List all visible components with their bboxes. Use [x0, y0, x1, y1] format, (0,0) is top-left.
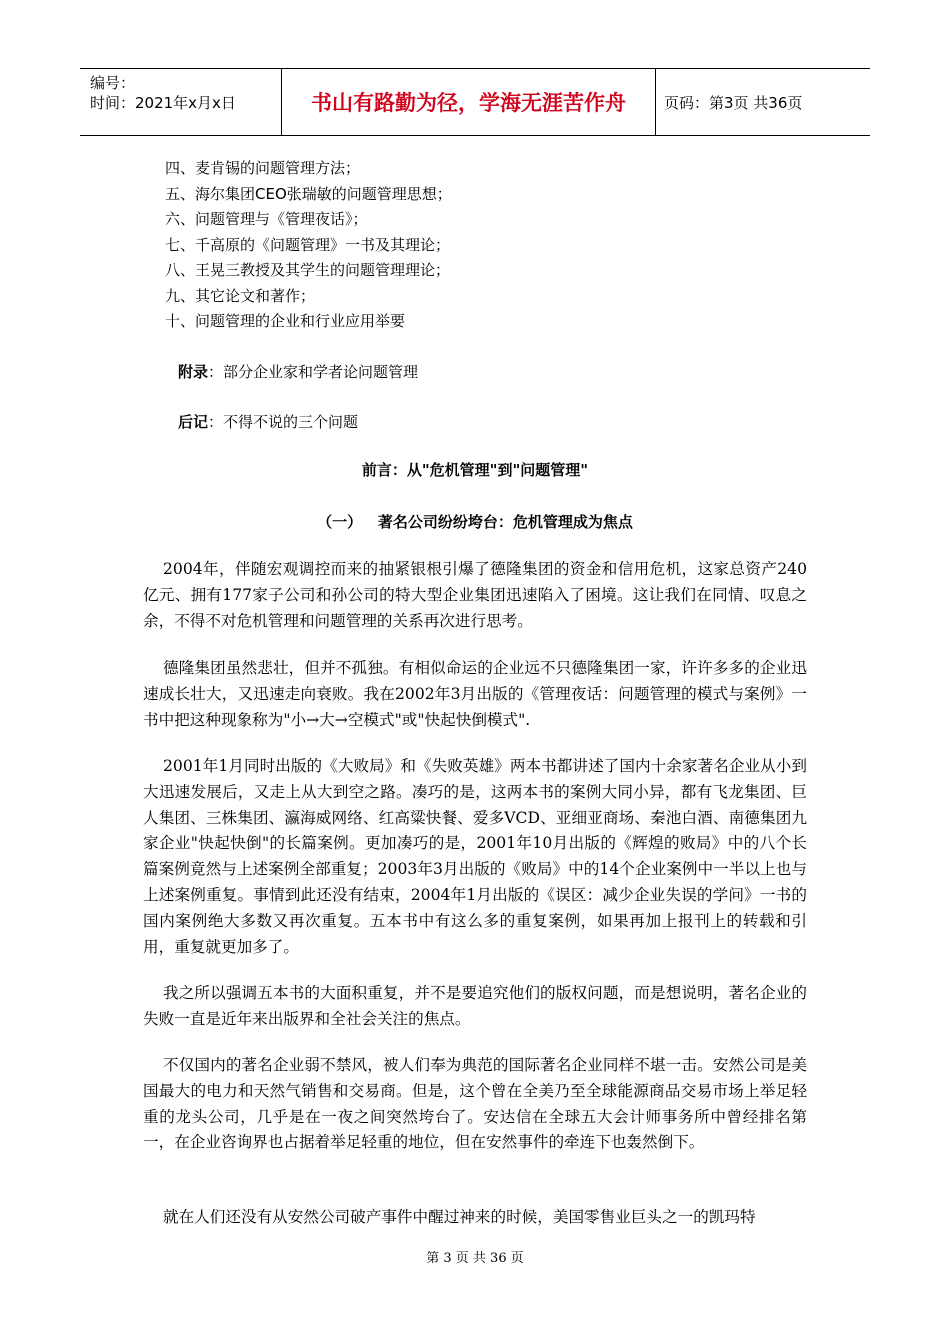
paragraph: 我之所以强调五本书的大面积重复，并不是要追究他们的版权问题，而是想说明，著名企业的失败一直是近年来出版界和全社会关注的焦点。 — [143, 984, 807, 1028]
paragraph: 就在人们还没有从安然公司破产事件中醒过神来的时候，美国零售业巨头之一的凯玛特 — [163, 1208, 756, 1226]
postscript-text: ：不得不说的三个问题 — [208, 413, 359, 431]
paragraph: 2001年1月同时出版的《大败局》和《失败英雄》两本书都讲述了国内十余家著名企业从小到大迅速发展后，又走上从大到空之路。凑巧的是，这两本书的案例大同小异，都有飞龙集团、巨人集团、三株集团、瀛海威网络、红高粱快餐、爱多VCD、亚细亚商场、秦池白酒、南德集团九家企业"快起快倒"的长篇案例。更加凑巧的是，2001年10月出版的《辉煌的败局》中的八个长篇案例竟然与上述案例全部重复；2003年3月出版的《败局》中的14个企业案例中一半以上也与上述案例重复。事情到此还没有结束，2004年1月出版的《误区：减少企业失误的学问》一书的国内案例绝大多数又再次重复。五本书中有这么多的重复案例，如果再加上报刊上的转载和引用，重复就更加多了。 — [143, 757, 807, 956]
toc-item: 八、王晃三教授及其学生的问题管理理论； — [165, 261, 451, 279]
time-label: 时间：2021年x月x日 — [90, 94, 236, 112]
toc-list — [165, 156, 452, 335]
page-header — [80, 68, 870, 136]
paragraph: 2004年，伴随宏观调控而来的抽紧银根引爆了德隆集团的资金和信用危机，这家总资产240亿元、拥有177家子公司和孙公司的特大型企业集团迅速陷入了困境。这让我们在同情、叹息之余，不得不对危机管理和问题管理的关系再次进行思考。 — [143, 560, 807, 630]
toc-item: 十、问题管理的企业和行业应用举要 — [165, 312, 406, 330]
page-footer: 第 3 页 共 36 页 — [426, 1251, 524, 1266]
header-motto: 书山有路勤为径，学海无涯苦作舟 — [282, 69, 656, 135]
header-meta — [80, 69, 282, 135]
toc-item: 六、问题管理与《管理夜话》； — [165, 210, 368, 228]
postscript-line — [178, 411, 358, 432]
toc-item: 七、千高原的《问题管理》一书及其理论； — [165, 235, 451, 254]
paragraph: 德隆集团虽然悲壮，但并不孤独。有相似命运的企业远不只德隆集团一家，许许多多的企业迅速成长壮大，又迅速走向衰败。我在2002年3月出版的《管理夜话：问题管理的模式与案例》一书中把这种现象称为"小→大→空模式"或"快起快倒模式". — [143, 659, 807, 729]
toc-item: 四、麦肯锡的问题管理方法； — [165, 159, 361, 177]
appendix-text: ：部分企业家和学者论问题管理 — [208, 363, 419, 381]
appendix-line — [178, 361, 418, 382]
paragraph: 不仅国内的著名企业弱不禁风，被人们奉为典范的国际著名企业同样不堪一击。安然公司是美国最大的电力和天然气销售和交易商。但是，这个曾在全美乃至全球能源商品交易市场上举足轻重的龙头公司，几乎是在一夜之间突然垮台了。安达信在全球五大会计师事务所中曾经排名第一，在企业咨询界也占据着举足轻重的地位，但在安然事件的牵连下也轰然倒下。 — [143, 1056, 807, 1152]
header-page-info: 页码：第3页 共36页 — [664, 93, 803, 112]
preface-title: 前言：从"危机管理"到"问题管理" — [361, 461, 589, 479]
postscript-label: 后记 — [178, 413, 209, 431]
toc-item: 九、其它论文和著作； — [165, 286, 316, 305]
appendix-label: 附录 — [178, 363, 209, 381]
section-title: （一） 著名公司纷纷垮台：危机管理成为焦点 — [317, 513, 633, 531]
serial-label: 编号： — [90, 74, 136, 92]
toc-item: 五、海尔集团CEO张瑞敏的问题管理思想； — [165, 184, 452, 203]
